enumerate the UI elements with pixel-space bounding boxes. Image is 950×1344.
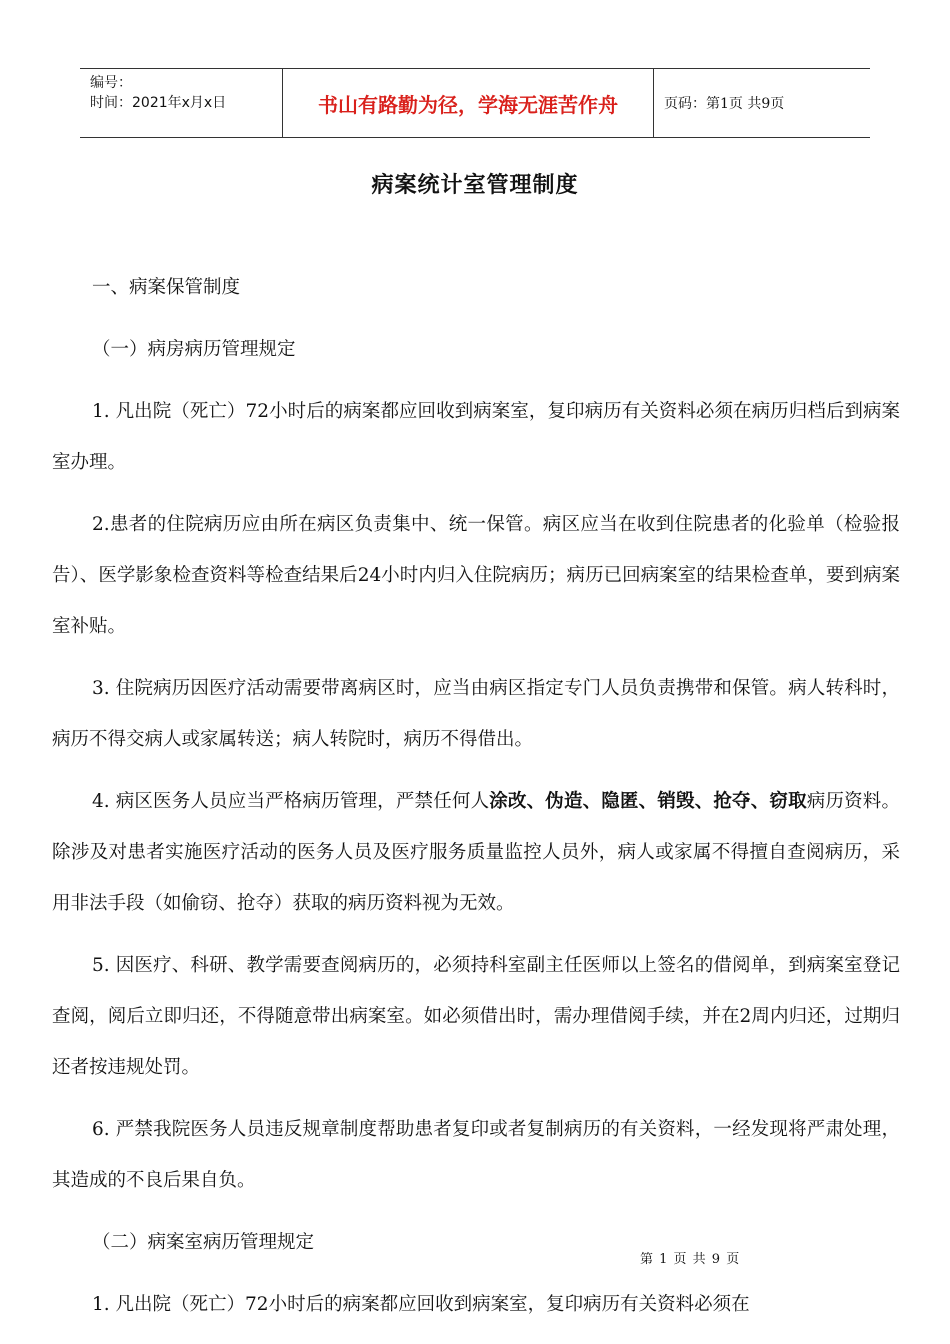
document-body [52,262,900,1341]
header-motto-text: 书山有路勤为径，学海无涯苦作舟 [318,92,618,117]
bold-text: 涂改、伪造、隐匿、销毁、抢夺、窃取 [489,791,807,812]
header-number: 编号： [90,75,132,91]
paragraph [52,776,900,929]
header-page-info [654,69,870,137]
page-footer: 第 1 页 共 9 页 [640,1252,741,1267]
header-time: 时间：2021年x月x日 [90,95,227,111]
subsection-heading: （一）病房病历管理规定 [92,339,296,360]
section-heading: 一、病案保管制度 [92,277,241,298]
paragraph: 5. 因医疗、科研、教学需要查阅病历的，必须持科室副主任医师以上签名的借阅单，到病案室登记查阅，阅后立即归还，不得随意带出病案室。如必须借出时，需办理借阅手续，并在2周内归还，过期归还者按违规处罚。 [52,955,900,1078]
paragraph: 3. 住院病历因医疗活动需要带离病区时，应当由病区指定专门人员负责携带和保管。病人转科时，病历不得交病人或家属转送；病人转院时，病历不得借出。 [52,678,900,750]
document-title: 病案统计室管理制度 [371,173,579,198]
paragraph: 1. 凡出院（死亡）72小时后的病案都应回收到病案室，复印病历有关资料必须在病历归档后到病案室办理。 [52,401,900,473]
subsection-heading: （二）病案室病历管理规定 [92,1232,315,1253]
paragraph: 6. 严禁我院医务人员违反规章制度帮助患者复印或者复制病历的有关资料，一经发现将严肃处理，其造成的不良后果自负。 [52,1119,900,1191]
paragraph-text: 4. 病区医务人员应当严格病历管理，严禁任何人 [92,791,490,812]
header-meta [80,69,282,137]
paragraph: 2.患者的住院病历应由所在病区负责集中、统一保管。病区应当在收到住院患者的化验单（检验报告）、医学影象检查资料等检查结果后24小时内归入住院病历；病历已回病案室的结果检查单，要到病案室补贴。 [52,514,900,637]
header-motto [282,69,654,137]
paragraph-text: 病历资料。除涉及对患者实施医疗活动的医务人员及医疗服务质量监控人员外，病人或家属不得擅自查阅病历，采用非法手段（如偷窃、抢夺）获取的病历资料视为无效。 [52,791,900,914]
header-page-text: 页码：第1页 共9页 [664,96,785,112]
document-header [80,68,870,138]
paragraph: 1. 凡出院（死亡）72小时后的病案都应回收到病案室，复印病历有关资料必须在 [92,1294,750,1315]
